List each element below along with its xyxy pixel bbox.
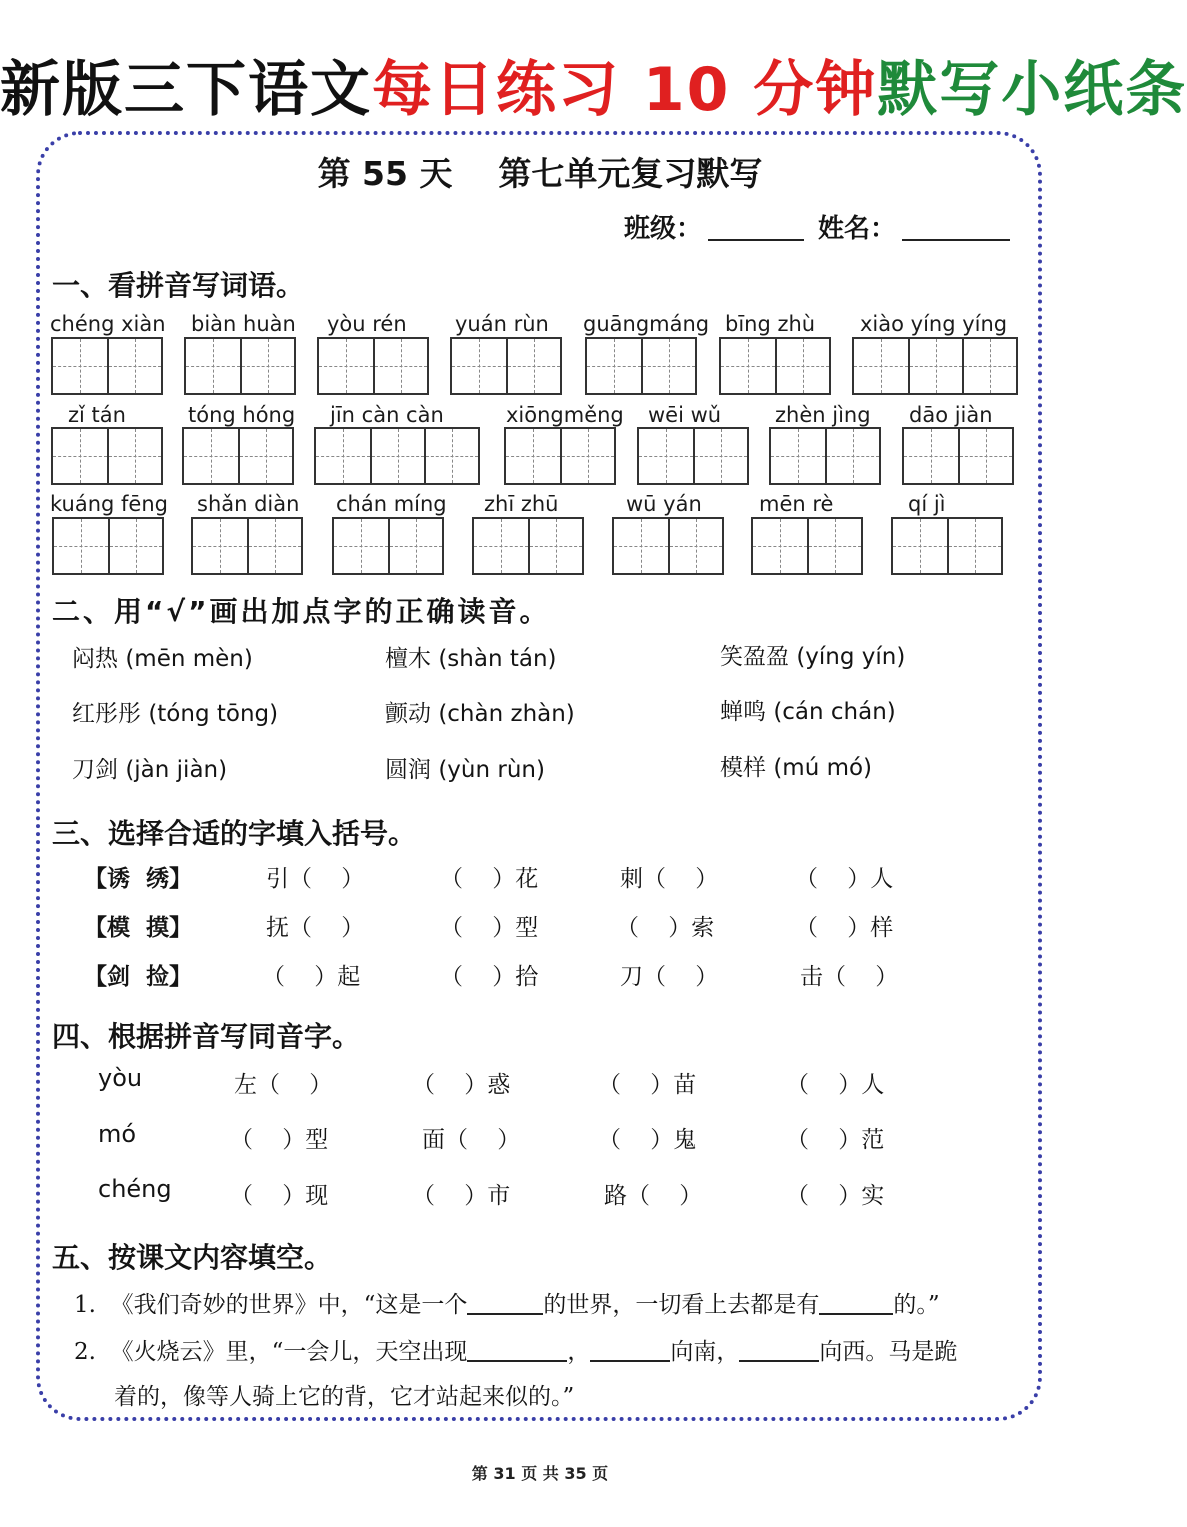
reading-item: 檀木 (shàn tán) <box>385 646 557 672</box>
fill-item[interactable]: 刺（ ） <box>620 866 719 892</box>
name-label: 姓名： <box>818 214 897 244</box>
pinyin-label: shǎn diàn <box>197 492 300 516</box>
page-footer: 第 31 页 共 35 页 <box>471 1464 609 1483</box>
writing-grid[interactable] <box>719 337 831 395</box>
pinyin-label: chéng <box>98 1175 172 1203</box>
pinyin-label: qí jì <box>908 492 946 516</box>
writing-grid[interactable] <box>450 337 562 395</box>
fill-item[interactable]: 击（ ） <box>800 964 899 990</box>
fill-question-2-continued: 着的，像等人骑上它的背，它才站起来似的。” <box>114 1384 575 1410</box>
fill-item[interactable]: （ ）型 <box>440 915 539 941</box>
choice-label: 【模 摸】 <box>84 914 193 941</box>
reading-item: 蝉鸣 (cán chán) <box>720 699 896 725</box>
fill-item[interactable]: 刀（ ） <box>620 964 719 990</box>
writing-grid[interactable] <box>902 427 1014 485</box>
pinyin-label: guāngmáng <box>583 312 710 336</box>
section4-heading: 四、根据拼音写同音字。 <box>52 1020 361 1053</box>
fill-question-1: 1. 《我们奇妙的世界》中，“这是一个 的世界，一切看上去都是有 的。” <box>74 1292 940 1318</box>
reading-item: 刀剑 (jàn jiàn) <box>72 757 228 783</box>
choice-label: 【诱 绣】 <box>84 865 193 892</box>
fill-item[interactable]: 抚（ ） <box>266 915 365 941</box>
pinyin-label: chéng xiàn <box>50 312 166 336</box>
pinyin-label: mó <box>98 1120 137 1148</box>
pinyin-label: kuáng fēng <box>50 492 168 516</box>
reading-item: 笑盈盈 (yíng yín) <box>720 644 906 670</box>
pinyin-label: mēn rè <box>759 492 834 516</box>
fill-question-2: 2. 《火烧云》里，“一会儿，天空出现 ， 向南， 向西。马是跪 <box>74 1339 958 1365</box>
fill-item[interactable]: 引（ ） <box>266 866 365 892</box>
pinyin-label: chán míng <box>336 492 447 516</box>
writing-grid[interactable] <box>891 517 1003 575</box>
pinyin-label: yòu <box>98 1064 143 1092</box>
pinyin-label: wū yán <box>626 492 702 516</box>
fill-item[interactable]: （ ）惑 <box>412 1072 511 1098</box>
fill-item[interactable]: （ ）市 <box>412 1183 511 1209</box>
fill-item[interactable]: （ ）范 <box>786 1127 885 1153</box>
section5-heading: 五、按课文内容填空。 <box>52 1241 333 1274</box>
pinyin-label: xiào yíng yíng <box>860 312 1008 336</box>
writing-grid[interactable] <box>472 517 584 575</box>
reading-item: 颤动 (chàn zhàn) <box>385 701 575 727</box>
fill-item[interactable]: （ ）苗 <box>598 1072 697 1098</box>
banner-part-3: 默写小纸条 <box>877 55 1187 125</box>
pinyin-label: wēi wǔ <box>648 403 722 427</box>
writing-grid[interactable] <box>317 337 429 395</box>
writing-grid[interactable] <box>504 427 616 485</box>
reading-item: 模样 (mú mó) <box>720 755 873 781</box>
answer-blank[interactable] <box>590 1360 670 1362</box>
fill-item[interactable]: （ ）型 <box>230 1127 329 1153</box>
fill-item[interactable]: 路（ ） <box>604 1183 703 1209</box>
pinyin-label: biàn huàn <box>191 312 296 336</box>
fill-item[interactable]: （ ）实 <box>786 1183 885 1209</box>
answer-blank[interactable] <box>819 1313 893 1315</box>
class-field[interactable] <box>708 239 804 241</box>
writing-grid[interactable] <box>314 427 480 485</box>
writing-grid[interactable] <box>51 337 163 395</box>
writing-grid[interactable] <box>612 517 724 575</box>
writing-grid[interactable] <box>769 427 881 485</box>
writing-grid[interactable] <box>51 427 163 485</box>
pinyin-label: zǐ tán <box>68 403 126 427</box>
section2-heading: 二、用“√”画出加点字的正确读音。 <box>52 595 551 628</box>
writing-grid[interactable] <box>751 517 863 575</box>
fill-item[interactable]: （ ）鬼 <box>598 1127 697 1153</box>
reading-item: 闷热 (mēn mèn) <box>72 646 253 672</box>
fill-item[interactable]: （ ）人 <box>795 866 894 892</box>
writing-grid[interactable] <box>585 337 697 395</box>
writing-grid[interactable] <box>332 517 444 575</box>
pinyin-label: xiōngměng <box>506 403 624 427</box>
student-info <box>624 208 1010 245</box>
pinyin-label: tóng hóng <box>188 403 296 427</box>
banner-part-1: 新版三下语文 <box>0 55 372 125</box>
pinyin-label: dāo jiàn <box>909 403 993 427</box>
reading-item: 红彤彤 (tóng tōng) <box>72 701 279 727</box>
fill-item[interactable]: （ ）花 <box>440 866 539 892</box>
fill-item[interactable]: （ ）人 <box>786 1072 885 1098</box>
writing-grid[interactable] <box>191 517 303 575</box>
banner-title <box>0 52 1187 128</box>
answer-blank[interactable] <box>467 1360 567 1362</box>
fill-item[interactable]: （ ）索 <box>616 915 715 941</box>
answer-blank[interactable] <box>467 1313 543 1315</box>
reading-item: 圆润 (yùn rùn) <box>385 757 545 783</box>
writing-grid[interactable] <box>52 517 164 575</box>
fill-item[interactable]: 左（ ） <box>234 1072 333 1098</box>
name-field[interactable] <box>902 239 1010 241</box>
fill-item[interactable]: （ ）现 <box>230 1183 329 1209</box>
section1-heading: 一、看拼音写词语。 <box>52 269 305 302</box>
choice-label: 【剑 捡】 <box>84 963 193 990</box>
fill-item[interactable]: （ ）起 <box>262 964 361 990</box>
banner-part-2: 每日练习 10 分钟 <box>372 55 878 125</box>
pinyin-label: zhèn jìng <box>775 403 871 427</box>
writing-grid[interactable] <box>852 337 1018 395</box>
writing-grid[interactable] <box>184 337 296 395</box>
answer-blank[interactable] <box>739 1360 819 1362</box>
pinyin-label: yuán rùn <box>455 312 549 336</box>
fill-item[interactable]: （ ）样 <box>795 915 894 941</box>
class-label: 班级： <box>624 214 703 244</box>
pinyin-label: yòu rén <box>327 312 407 336</box>
fill-item[interactable]: （ ）拾 <box>440 964 539 990</box>
section3-heading: 三、选择合适的字填入括号。 <box>52 817 417 850</box>
writing-grid[interactable] <box>182 427 294 485</box>
day-title: 第 55 天 第七单元复习默写 <box>317 154 763 193</box>
pinyin-label: bīng zhù <box>725 312 816 336</box>
writing-grid[interactable] <box>637 427 749 485</box>
fill-item[interactable]: 面（ ） <box>422 1127 521 1153</box>
pinyin-label: zhī zhū <box>484 492 559 516</box>
pinyin-label: jīn càn càn <box>330 403 444 427</box>
